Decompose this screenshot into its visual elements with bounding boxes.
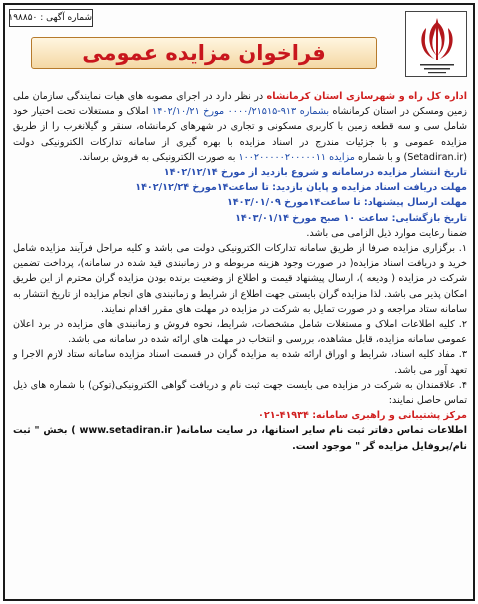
emblem-logo xyxy=(405,11,467,77)
title-banner xyxy=(31,37,377,69)
date-publication: تاریخ انتشار مزایده درسامانه و شروع بازدید از مورخ ۱۴۰۲/۱۲/۱۴ xyxy=(163,167,467,179)
organization-name: اداره کل راه و شهرسازی استان کرمانشاه xyxy=(266,91,468,102)
intro-text-2: املاک و مستغلات تحت اختیار خود شامل سی و سه قطعه زمین با کاربری مسکونی و تجاری در شهرهای کرمانشاه، سنقر و گیلانغرب را از طریق مزایده عمومی و با جزئیات مندرج در اسناد مزایده با بهره گیری از سامانه تدارکات الکترونیکی دولت (Setadiran.ir) و با شماره xyxy=(13,106,467,163)
date-documents-deadline: مهلت دریافت اسناد مزایده و پایان بازدید: تا ساعت۱۴مورخ ۱۴۰۲/۱۲/۲۴ xyxy=(135,182,467,194)
list-item: ۳. مفاد کلیه اسناد، شرایط و اوراق ارائه شده به مزایده گران در قسمت اسناد مزایده سامانه ستاد لازم الاجرا و تعهد آور می باشد. xyxy=(13,349,467,376)
notice-header xyxy=(5,5,473,83)
date-proposal-deadline: مهلت ارسال پیشنهاد: تا ساعت۱۴مورخ ۱۴۰۳/۰۱/۰۹ xyxy=(226,197,467,209)
reference-number: بشماره ۹۱۳-۰۰۰۰/۲۱۵۱۵ مورخ ۱۴۰۲/۱۰/۲۱ xyxy=(152,106,330,118)
intro-text-1: در نظر دارد در اجرای مصوبه های هیات نمایندگی سازمان ملی زمین ومسکن در استان کرمانشاه xyxy=(13,91,467,118)
notice-requirements-intro: ضمنا رعایت موارد ذیل الزامی می باشد. xyxy=(306,227,467,239)
list-item: ۱. برگزاری مزایده صرفا از طریق سامانه تدارکات الکترونیکی دولت می باشد و کلیه مراحل فرآیند مزایده شامل خرید و دریافت اسناد مزایده( در صورت وجود هزینه مربوطه و در زمانبندی قید شده در سامانه)، پرداخت تضمین شرکت در مزایده ( ودیعه )، ارسال پیشنهاد قیمت و اطلاع از وضعیت برنده بودن مزایده گران محترم از این طریق امکان پذیر می باشد. لذا مزایده گران بایستی جهت اطلاع از شرایط و زمانبندی های انجام مزایده از تاریخ انتشار به سامانه ستاد مراجعه و در صورت تمایل به شرکت در مزایده در مهلت های مقرر اقدام نمایند. xyxy=(13,243,467,315)
footer-note: اطلاعات تماس دفاتر ثبت نام سایر استانها، در سایت سامانه( www.setadiran.ir ) بخش " ثبت نام/پروفایل مزایده گر " موجود است. xyxy=(13,425,467,452)
date-opening: تاریخ بازگشایی: ساعت ۱۰ صبح مورخ ۱۴۰۳/۰۱/۱۴ xyxy=(235,212,467,224)
intro-paragraph xyxy=(13,89,467,165)
list-item: ۴. علاقمندان به شرکت در مزایده می بایست جهت ثبت نام و دریافت گواهی الکترونیکی(توکن) با شماره های ذیل تماس حاصل نمایند: xyxy=(13,379,467,407)
support-contact: مرکز پشتیبانی و راهبری سامانه: ۴۱۹۳۴-۰۲۱ xyxy=(258,410,467,422)
ad-number-box: شماره آگهی : ۱۹۸۸۵۰ xyxy=(9,9,93,27)
notice-title: فراخوان مزایده عمومی xyxy=(82,41,326,65)
intro-text-3: به صورت الکترونیکی به فروش برساند. xyxy=(79,151,239,163)
notice-frame xyxy=(3,3,475,601)
iran-emblem-icon xyxy=(406,12,468,78)
list-item: ۲. کلیه اطلاعات املاک و مستغلات شامل مشخصات، شرایط، نحوه فروش و زمانبندی های مزایده در برد اعلان عمومی سامانه مزایده، قابل مشاهده، بررسی و انتخاب در مهلت های ارائه شده در سامانه می باشد. xyxy=(13,319,467,346)
notice-body xyxy=(13,89,467,454)
auction-number: مزایده ۱۰۰۲۰۰۰۰۰۲۰۰۰۰۰۱۱ xyxy=(238,151,355,163)
